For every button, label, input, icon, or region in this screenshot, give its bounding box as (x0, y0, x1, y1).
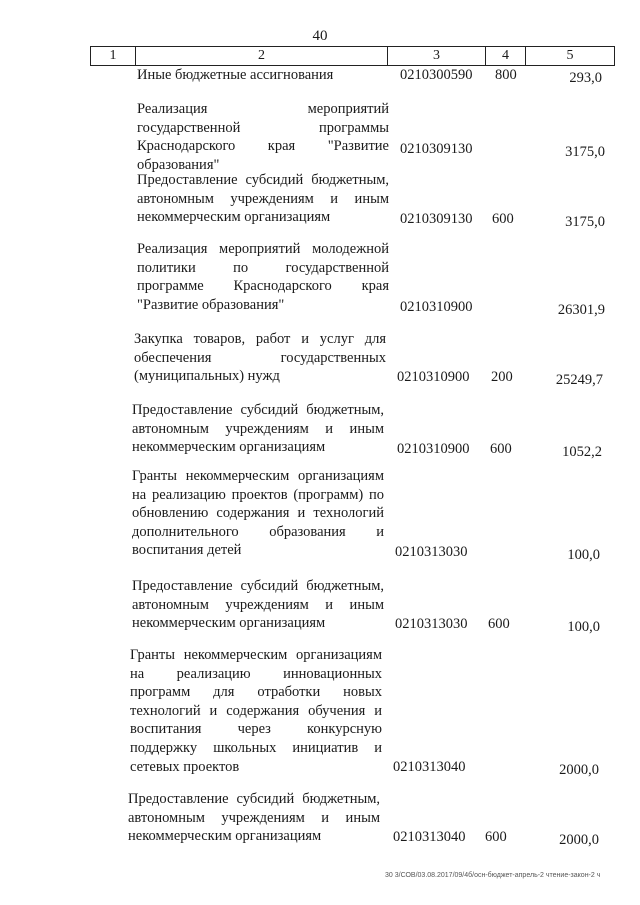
row-amount: 100,0 (567, 619, 600, 635)
row-description: Предоставление субсидий бюджетным, автономным учреждениям и иным некоммерческим организациям (132, 578, 384, 632)
row-amount: 2000,0 (559, 762, 599, 778)
header-col-1: 1 (91, 47, 136, 65)
row-description: Закупка товаров, работ и услуг для обеспечения государственных (муниципальных) нужд (134, 331, 386, 385)
row-amount: 26301,9 (557, 302, 605, 318)
row-description: Реализация мероприятий государственной программы Краснодарского края "Развитие образования" (137, 101, 389, 173)
row-code: 0210313040 (393, 829, 466, 845)
table-header (90, 46, 615, 66)
row-amount: 1052,2 (562, 444, 602, 460)
document-footer-code: 30 3/СОВ/03.08.2017/09/4б/осн-бюджет-апрель-2 чтение-закон-2 ч (385, 872, 601, 879)
row-amount: 25249,7 (555, 372, 603, 388)
row-amount: 293,0 (569, 70, 602, 86)
row-description: Предоставление субсидий бюджетным, автономным учреждениям и иным некоммерческим организациям (128, 791, 380, 845)
row-amount: 3175,0 (565, 214, 605, 230)
row-type: 800 (495, 67, 517, 83)
page-number: 40 (312, 28, 328, 44)
row-type: 600 (485, 829, 507, 845)
row-description: Реализация мероприятий молодежной политики по государственной программе Краснодарского края "Развитие образования" (137, 241, 389, 313)
row-type: 600 (490, 441, 512, 457)
header-col-5: 5 (566, 48, 574, 63)
row-type: 600 (492, 211, 514, 227)
row-code: 0210309130 (400, 211, 473, 227)
row-code: 0210309130 (400, 141, 473, 157)
row-code: 0210313040 (393, 759, 466, 775)
row-type: 600 (488, 616, 510, 632)
header-col-2: 2 (136, 47, 388, 65)
row-amount: 3175,0 (565, 144, 605, 160)
row-code: 0210313030 (395, 544, 468, 560)
row-description: Гранты некоммерческим организациям на реализацию инновационных программ для отработки новых технологий и содержания обучения и воспитания через конкурсную поддержку школьных инициатив и сетевых проектов (130, 647, 382, 775)
row-code: 0210310900 (397, 369, 470, 385)
row-amount: 2000,0 (559, 832, 599, 848)
row-description: Предоставление субсидий бюджетным, автономным учреждениям и иным некоммерческим организациям (137, 172, 389, 226)
row-code: 0210310900 (400, 299, 473, 315)
row-description: Гранты некоммерческим организациям на реализацию проектов (программ) по обновлению содержания и технологий дополнительного образования и воспитания детей (132, 468, 384, 559)
header-col-4: 4 (486, 47, 526, 65)
row-description: Предоставление субсидий бюджетным, автономным учреждениям и иным некоммерческим организациям (132, 402, 384, 456)
row-description: Иные бюджетные ассигнования (137, 67, 334, 83)
row-amount: 100,0 (567, 547, 600, 563)
row-code: 0210310900 (397, 441, 470, 457)
row-type: 200 (491, 369, 513, 385)
header-col-3: 3 (388, 47, 486, 65)
row-code: 0210313030 (395, 616, 468, 632)
row-code: 0210300590 (400, 67, 473, 83)
